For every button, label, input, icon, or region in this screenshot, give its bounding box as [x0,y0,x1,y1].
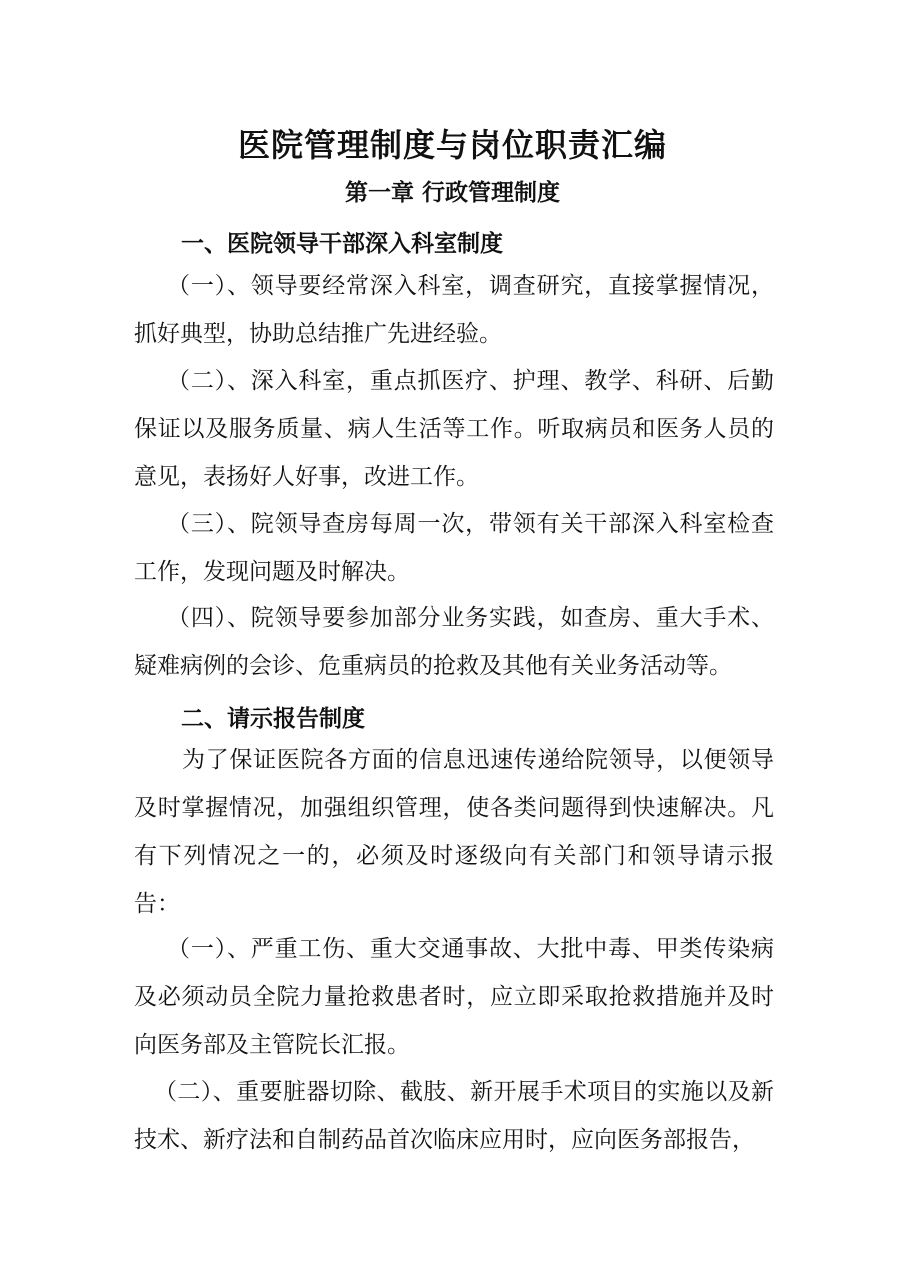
section-2-paragraph-1: （一）、严重工伤、重大交通事故、大批中毒、甲类传染病及必须动员全院力量抢救患者时，应立即采取抢救措施并及时向医务部及主管院长汇报。 [134,936,774,1058]
section-1-paragraph-3: （三）、院领导查房每周一次，带领有关干部深入科室检查工作，发现问题及时解决。 [134,511,774,585]
section-2-intro: 为了保证医院各方面的信息迅速传递给院领导，以便领导及时掌握情况，加强组织管理，使各类问题得到快速解决。凡有下列情况之一的，必须及时逐级向有关部门和领导请示报告： [134,747,774,917]
section-1-paragraph-2: （二）、深入科室，重点抓医疗、护理、教学、科研、后勤保证以及服务质量、病人生活等工作。听取病员和医务人员的意见，表扬好人好事，改进工作。 [134,368,774,490]
section-2-paragraph-2: （二）、重要脏器切除、截肢、新开展手术项目的实施以及新技术、新疗法和自制药品首次临床应用时，应向医务部报告， [134,1079,774,1153]
chapter-heading: 第一章 行政管理制度 [344,180,560,206]
section-1-paragraph-1: （一）、领导要经常深入科室，调查研究，直接掌握情况，抓好典型，协助总结推广先进经验。 [134,273,774,347]
section-1-paragraph-4: （四）、院领导要参加部分业务实践，如查房、重大手术、疑难病例的会诊、危重病员的抢救及其他有关业务活动等。 [134,605,774,679]
document-title: 医院管理制度与岗位职责汇编 [237,126,667,164]
section-heading-1: 一、医院领导干部深入科室制度 [181,231,503,257]
section-heading-2: 二、请示报告制度 [181,706,365,732]
